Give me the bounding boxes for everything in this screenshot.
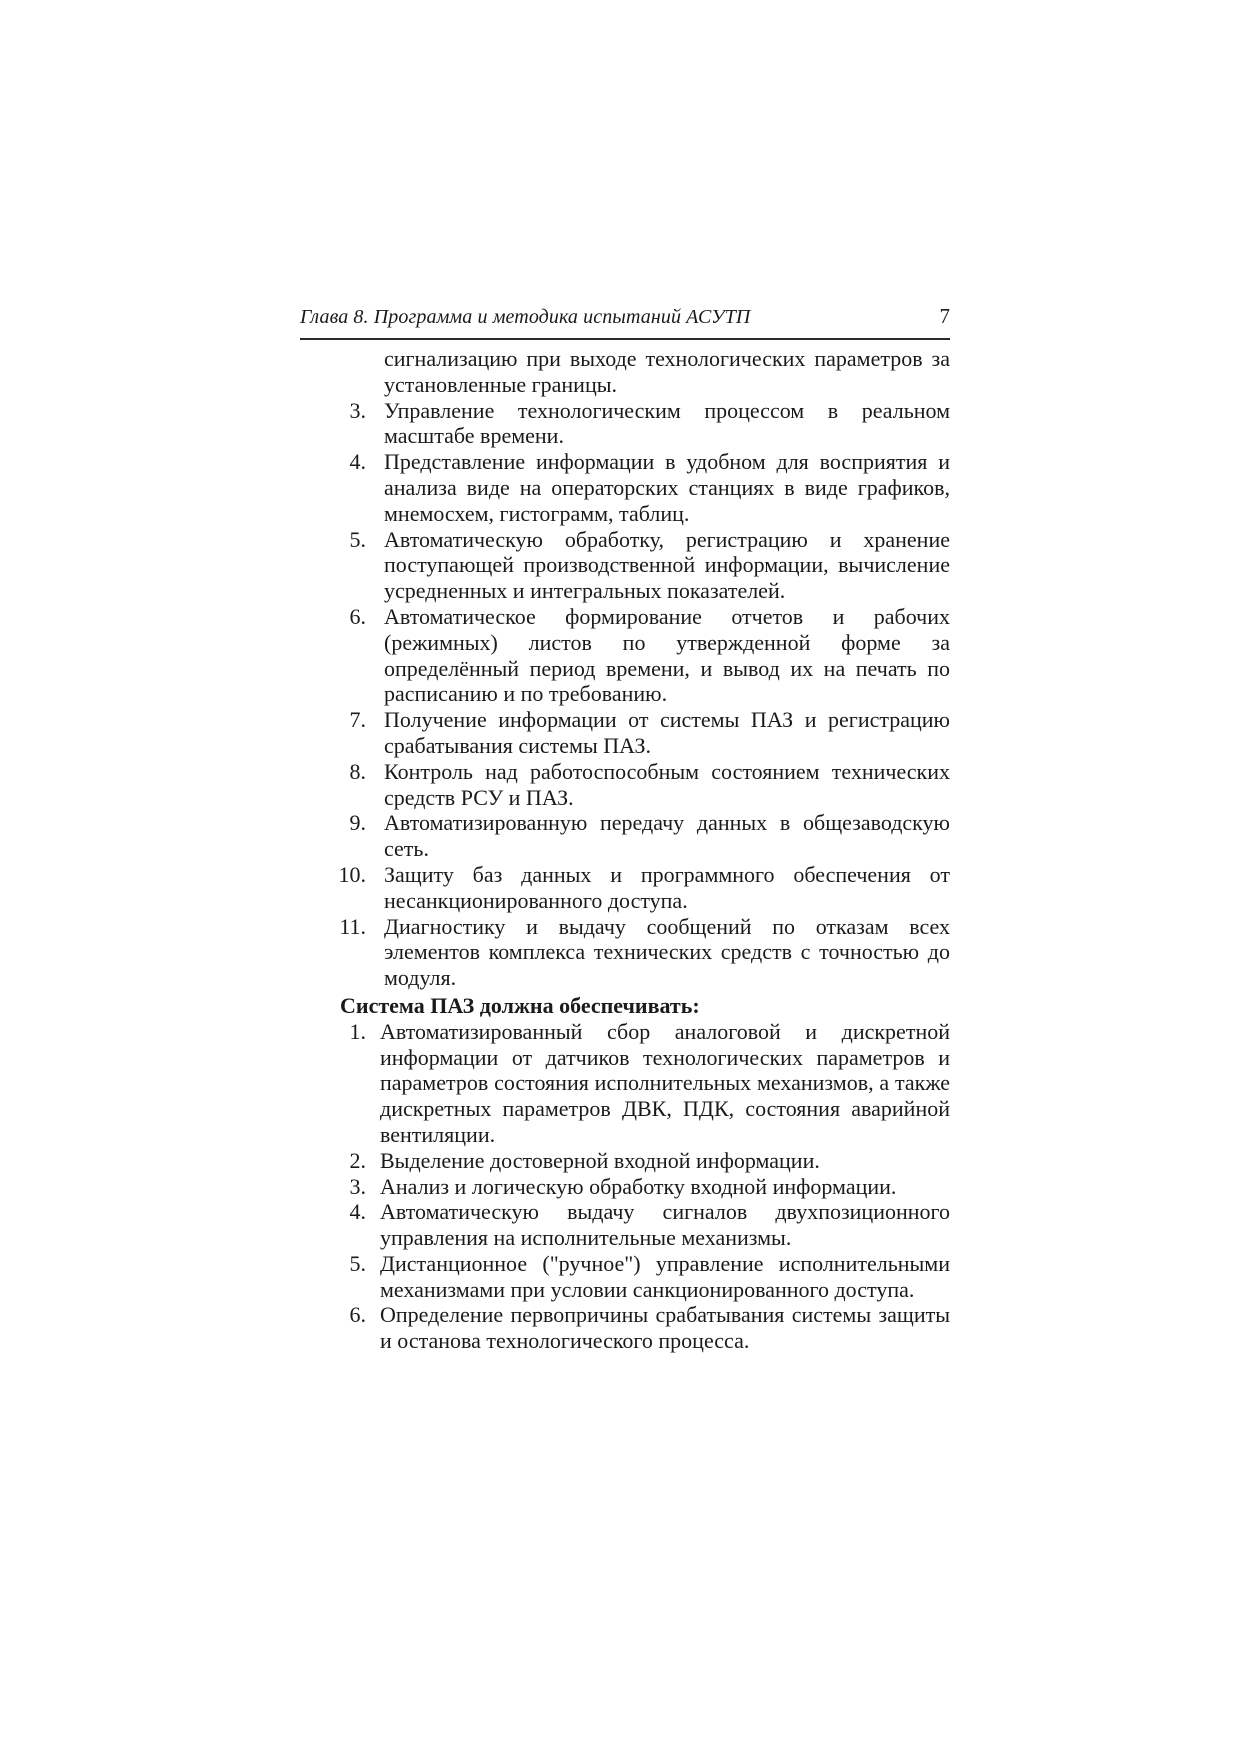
item-number: 3. xyxy=(349,1173,366,1199)
list-item xyxy=(300,604,950,707)
item-text: Управление технологическим процессом в реальном масштабе времени. xyxy=(384,397,950,449)
list-item xyxy=(300,1251,950,1303)
list-item xyxy=(300,1174,950,1200)
item-text: Автоматическую выдачу сигналов двухпозиционного управления на исполнительные механизмы. xyxy=(380,1199,950,1251)
list-item xyxy=(300,449,950,526)
item-text: Автоматическое формирование отчетов и рабочих (режимных) листов по утвержденной форме за определённый период времени, и вывод их на печать по расписанию и по требованию. xyxy=(384,603,950,707)
paz-functions-list xyxy=(300,1019,950,1354)
list-item xyxy=(300,1302,950,1354)
running-header xyxy=(300,300,950,340)
item-number: 3. xyxy=(349,397,366,423)
list-item xyxy=(300,1019,950,1148)
chapter-title: Глава 8. Программа и методика испытаний АСУТП xyxy=(300,306,751,328)
list-item xyxy=(300,810,950,862)
list-item xyxy=(300,1148,950,1174)
book-page xyxy=(300,300,950,1354)
item-text: Получение информации от системы ПАЗ и регистрацию срабатывания системы ПАЗ. xyxy=(384,707,950,758)
item-number: 6. xyxy=(349,603,366,629)
list-item xyxy=(300,1199,950,1251)
page-body xyxy=(300,346,950,1354)
item-number: 8. xyxy=(349,758,366,784)
item-number: 4. xyxy=(349,449,366,475)
item-text: Контроль над работоспособным состоянием технических средств РСУ и ПАЗ. xyxy=(384,758,950,810)
item-text: Определение первопричины срабатывания системы защиты и останова технологического процесса. xyxy=(380,1302,950,1354)
item-number: 6. xyxy=(349,1302,366,1328)
item-number: 5. xyxy=(349,526,366,552)
rsu-functions-list xyxy=(300,398,950,991)
item-text: Выделение достоверной входной информации. xyxy=(380,1147,820,1173)
item-text: Автоматизированную передачу данных в общезаводскую сеть. xyxy=(384,810,950,862)
item-text: Представление информации в удобном для восприятия и анализа виде на операторских станциях в виде графиков, мнемосхем, гистограмм, таблиц. xyxy=(384,449,950,526)
item-number: 10. xyxy=(338,861,366,887)
continuation-paragraph: сигнализацию при выходе технологических параметров за установленные границы. xyxy=(384,346,950,397)
item-number: 1. xyxy=(349,1018,366,1044)
section-heading: Система ПАЗ должна обеспечивать: xyxy=(340,992,700,1018)
item-number: 11. xyxy=(339,913,366,939)
list-item xyxy=(300,862,950,914)
item-number: 7. xyxy=(349,707,366,733)
list-item xyxy=(300,707,950,759)
item-text: Дистанционное ("ручное") управление исполнительными механизмами при условии санкционированного доступа. xyxy=(380,1250,950,1302)
item-text: Защиту баз данных и программного обеспечения от несанкционированного доступа. xyxy=(384,861,950,913)
item-text: Диагностику и выдачу сообщений по отказам всех элементов комплекса технических средств с точностью до модуля. xyxy=(384,913,950,991)
item-text: Анализ и логическую обработку входной информации. xyxy=(380,1173,897,1199)
item-number: 5. xyxy=(349,1250,366,1276)
item-text: Автоматическую обработку, регистрацию и хранение поступающей производственной информации, вычисление усредненных и интегральных показателей. xyxy=(384,526,950,604)
list-item xyxy=(300,914,950,991)
item-text: Автоматизированный сбор аналоговой и дискретной информации от датчиков технологических параметров и параметров состояния исполнительных механизмов, а также дискретных параметров ДВК, ПДК, состояния аварийной вентиляции. xyxy=(380,1018,950,1147)
page-number: 7 xyxy=(939,304,950,328)
list-item xyxy=(300,398,950,450)
item-number: 9. xyxy=(349,810,366,836)
list-item xyxy=(300,759,950,811)
item-number: 2. xyxy=(349,1147,366,1173)
item-number: 4. xyxy=(349,1199,366,1225)
list-item xyxy=(300,527,950,604)
